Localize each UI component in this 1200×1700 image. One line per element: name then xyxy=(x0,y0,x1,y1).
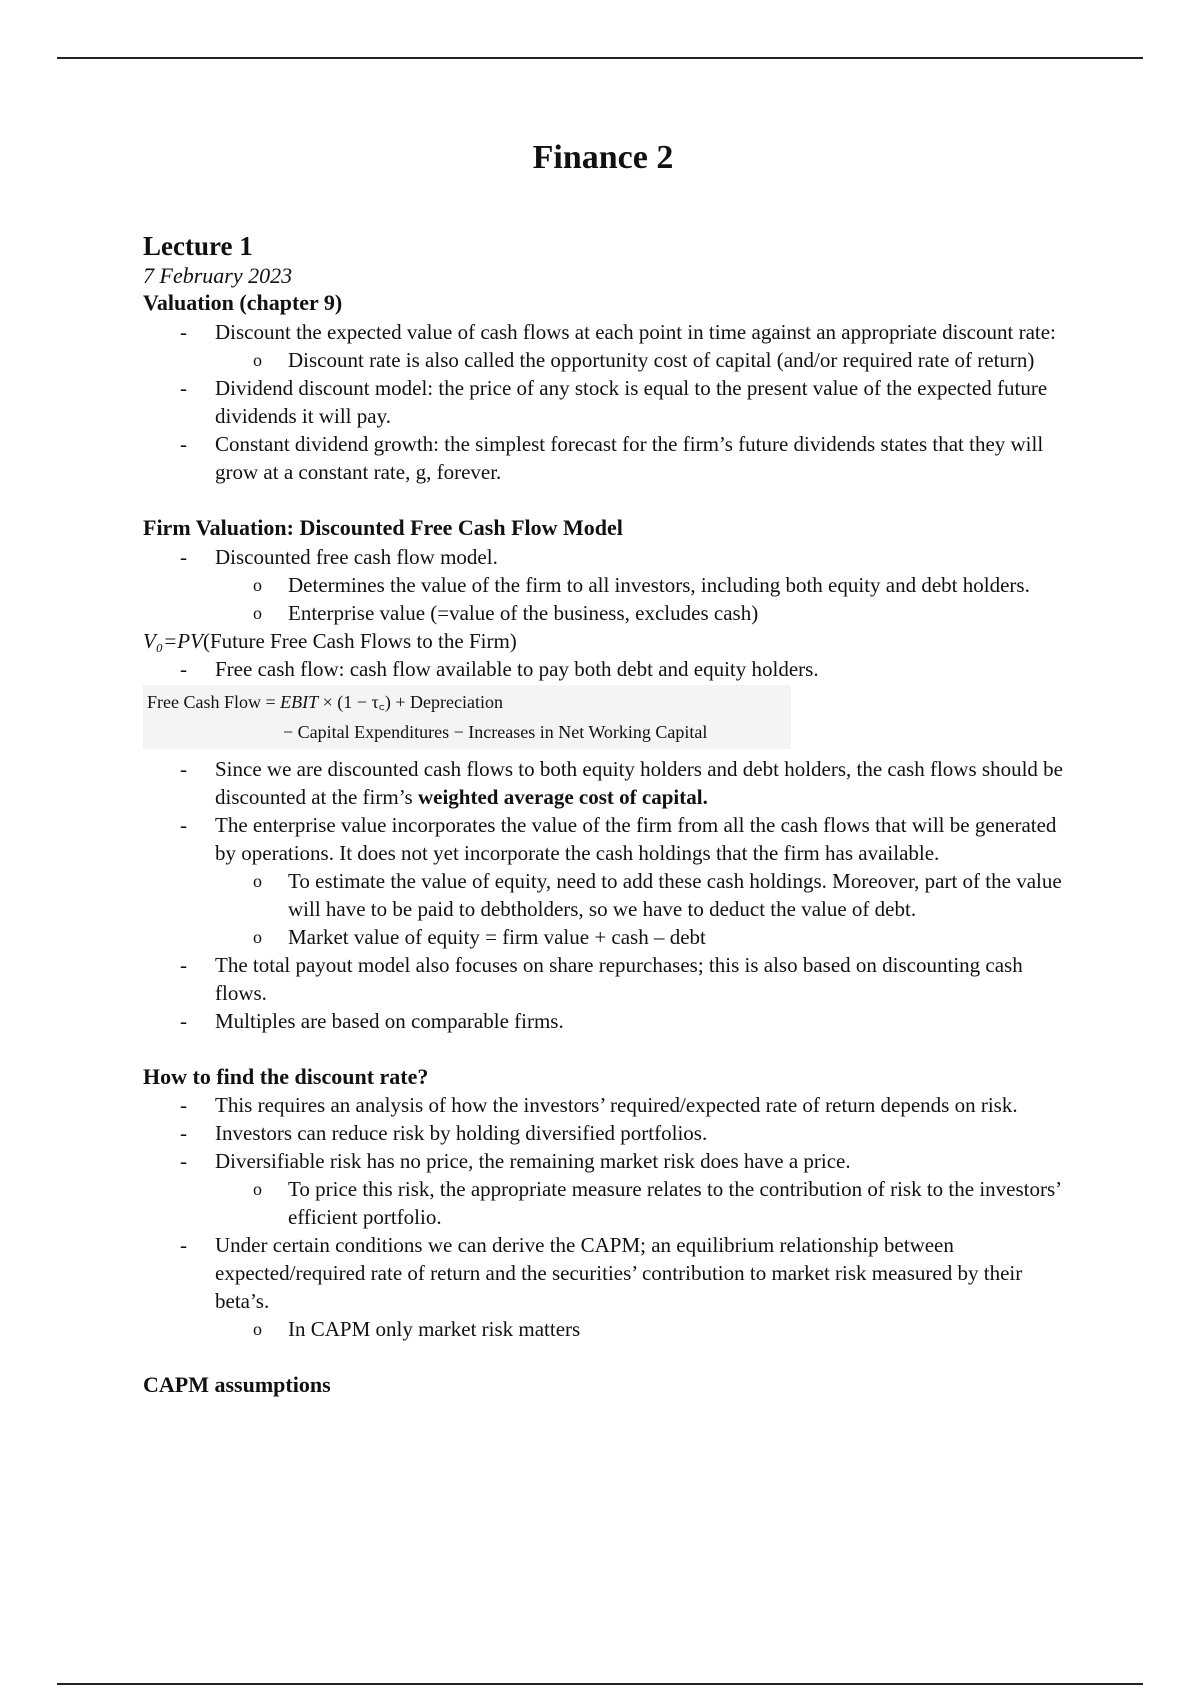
sub-bullet-list xyxy=(215,1175,1063,1231)
bullet-list xyxy=(143,1091,1063,1343)
top-rule xyxy=(57,57,1143,59)
list-item: - Constant dividend growth: the simplest forecast for the firm’s future dividends states that they will grow at a constant rate, g, forever. xyxy=(143,430,1063,486)
section-heading-valuation: Valuation (chapter 9) xyxy=(143,290,343,316)
sub-list-item: o To estimate the value of equity, need to add these cash holdings. Moreover, part of the value will have to be paid to debtholders, so we have to deduct the value of debt. xyxy=(143,867,1063,923)
section-heading-capm-assumptions: CAPM assumptions xyxy=(143,1372,331,1398)
list-item: - Investors can reduce risk by holding diversified portfolios. xyxy=(143,1119,1063,1147)
list-item: - Dividend discount model: the price of any stock is equal to the present value of the expected future dividends it will pay. xyxy=(143,374,1063,430)
sub-bullet-list xyxy=(215,1315,1063,1343)
bullet-list xyxy=(143,543,1063,627)
list-item: - Discounted free cash flow model. o Determines the value of the firm to all investors, including both equity and debt holders. o Enterprise value (=value of the business, excludes cash) xyxy=(143,543,1063,627)
list-item: - The total payout model also focuses on share repurchases; this is also based on discounting cash flows. xyxy=(143,951,1063,1007)
list-item: - This requires an analysis of how the investors’ required/expected rate of return depends on risk. xyxy=(143,1091,1063,1119)
sub-list-item: o Determines the value of the firm to all investors, including both equity and debt holders. xyxy=(143,571,1063,599)
document-page xyxy=(143,138,1063,1400)
lecture-date: 7 February 2023 xyxy=(143,262,293,288)
list-item: - Under certain conditions we can derive the CAPM; an equilibrium relationship between expected/required rate of return and the securities’ contribution to market risk measured by their beta’s. o In CAPM only market risk matters xyxy=(143,1231,1063,1343)
list-item: - Since we are discounted cash flows to both equity holders and debt holders, the cash flows should be discounted at the firm’s weighted average cost of capital. xyxy=(143,755,1063,811)
sub-bullet-list xyxy=(215,346,1063,374)
bullet-list xyxy=(143,755,1063,1035)
free-cash-flow-formula: Free Cash Flow = EBIT × (1 − τ꜀) + Depreciation − Capital Expenditures − Increases in Net Working Capital xyxy=(143,685,791,749)
sub-list-item: o In CAPM only market risk matters xyxy=(143,1315,1063,1343)
section-heading-dcf: Firm Valuation: Discounted Free Cash Flow Model xyxy=(143,514,623,540)
list-item: - Diversifiable risk has no price, the remaining market risk does have a price. o To price this risk, the appropriate measure relates to the contribution of risk to the investors’ efficient portfolio. xyxy=(143,1147,1063,1231)
lecture-heading: Lecture 1 xyxy=(143,230,253,261)
bullet-list xyxy=(143,318,1063,486)
section-heading-discount-rate: How to find the discount rate? xyxy=(143,1063,429,1089)
sub-bullet-list xyxy=(215,571,1063,627)
enterprise-value-formula: V₀=PV(Future Free Cash Flows to the Firm) xyxy=(143,628,517,653)
document-title: Finance 2 xyxy=(532,139,674,176)
sub-list-item: o Enterprise value (=value of the business, excludes cash) xyxy=(143,599,1063,627)
list-item: - Multiples are based on comparable firms. xyxy=(143,1007,1063,1035)
sub-list-item: o Discount rate is also called the opportunity cost of capital (and/or required rate of return) xyxy=(143,346,1063,374)
list-item: - The enterprise value incorporates the value of the firm from all the cash flows that will be generated by operations. It does not yet incorporate the cash holdings that the firm has available. o To estimate the value of equity, need to add these cash holdings. Moreover, part of the value will have to be paid to debtholders, so we have to deduct the value of debt. o Market value of equity = firm value + cash – debt xyxy=(143,811,1063,951)
list-item: - Free cash flow: cash flow available to pay both debt and equity holders. xyxy=(143,655,1063,683)
list-item: - Discount the expected value of cash flows at each point in time against an appropriate discount rate: o Discount rate is also called the opportunity cost of capital (and/or required rate of return) xyxy=(143,318,1063,374)
sub-list-item: o To price this risk, the appropriate measure relates to the contribution of risk to the investors’ efficient portfolio. xyxy=(143,1175,1063,1231)
sub-list-item: o Market value of equity = firm value + cash – debt xyxy=(143,923,1063,951)
sub-bullet-list xyxy=(215,867,1063,951)
bullet-list xyxy=(143,655,1063,683)
bottom-rule xyxy=(57,1683,1143,1685)
